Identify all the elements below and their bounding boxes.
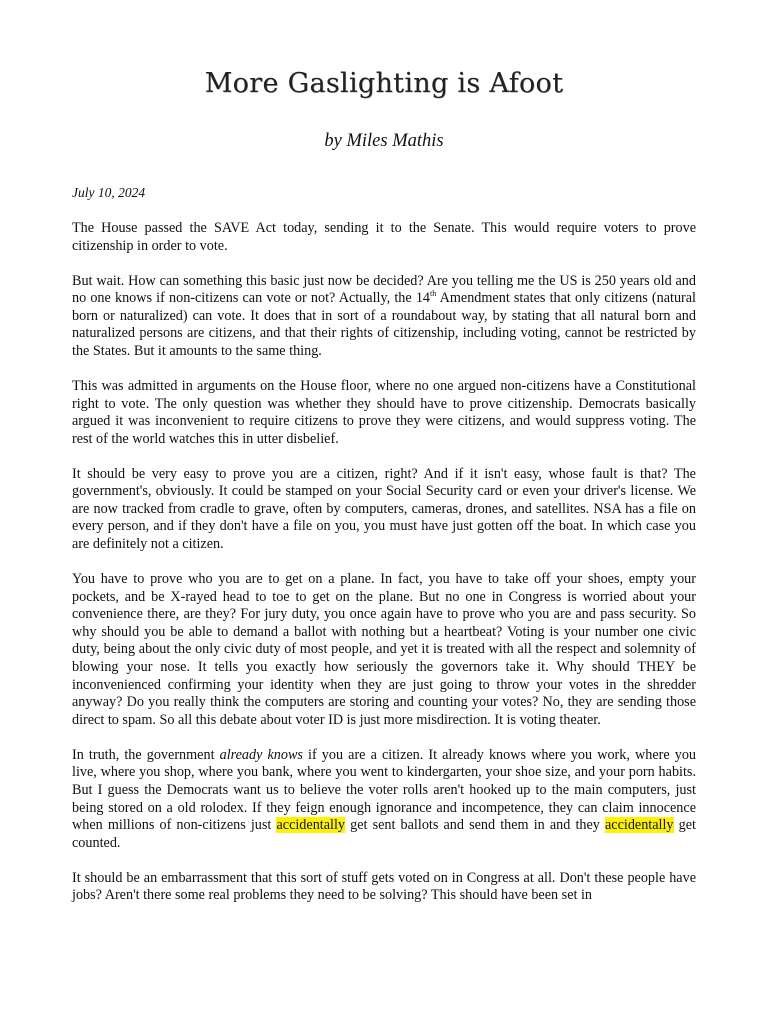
highlighted-word: accidentally	[276, 817, 346, 834]
superscript: th	[430, 289, 437, 299]
article-title: More Gaslighting is Afoot	[204, 68, 564, 99]
emphasis-text: already knows	[219, 746, 303, 763]
highlighted-word: accidentally	[604, 817, 674, 834]
paragraph-7: It should be an embarrassment that this sort of stuff gets voted on in Congress at all. Don't these people have jobs? Aren't there some real problems they need to be solving? This should have been set in	[72, 869, 696, 904]
paragraph-5: You have to prove who you are to get on a plane. In fact, you have to take off your shoes, empty your pockets, and be X-rayed head to toe to get on the plane. But no one in Congress is worried about your convenience there, are they? For jury duty, you once again have to prove who you are and pass security. So why should you be able to demand a ballot with nothing but a heartbeat? Voting is your number one civic duty, being about the only civic duty of most people, and yet it is treated with all the respect and solemnity of blowing your nose. It tells you exactly how seriously the governors take it. Why should THEY be inconvenienced confirming your identity when they are just going to throw your votes in the shredder anyway? Do you really think the computers are storing and counting your votes? No, they are sending those direct to spam. So all this debate about voter ID is just more misdirection. It is voting theater.	[72, 571, 696, 728]
article-body	[72, 220, 696, 922]
paragraph-1: The House passed the SAVE Act today, sending it to the Senate. This would require voters to prove citizenship in order to vote.	[72, 220, 696, 254]
paragraph-3: This was admitted in arguments on the House floor, where no one argued non-citizens have a Constitutional right to vote. The only question was whether they should have to prove citizenship. Democrats basically argued it was inconvenient to require citizens to prove they were citizens, and would suppress voting. The rest of the world watches this in utter disbelief.	[72, 377, 696, 447]
author-byline: by Miles Mathis	[324, 131, 444, 151]
paragraph-2: But wait. How can something this basic just now be decided? Are you telling me the US is 250 years old and no one knows if non-citizens can vote or not? Actually, the 14th Amendment states that only citizens (natural born or naturalized) can vote. It does that in sort of a roundabout way, by stating that all natural born and naturalized persons are citizens, and that their rights of citizenship, including voting, cannot be restricted by the States. But it amounts to the same thing.	[72, 272, 696, 359]
paragraph-4: It should be very easy to prove you are a citizen, right? And if it isn't easy, whose fault is that? The government's, obviously. It could be stamped on your Social Security card or even your driver's license. We are now tracked from cradle to grave, often by computers, cameras, drones, and satellites. NSA has a file on every person, and if they don't have a file on you, you must have just gotten off the boat. In which case you are definitely not a citizen.	[72, 465, 696, 553]
publication-date: July 10, 2024	[72, 185, 146, 200]
paragraph-6: In truth, the government already knows if you are a citizen. It already knows where you work, where you live, where you shop, where you bank, where you went to kindergarten, your shoe size, and your porn habits. But I guess the Democrats want us to believe the voter rolls aren't hooked up to the main computers, just being stored on a old rolodex. If they feign enough ignorance and incompetence, they can claim innocence when millions of non-citizens just accidentally get sent ballots and send them in and they accidentally get counted.	[72, 746, 697, 851]
